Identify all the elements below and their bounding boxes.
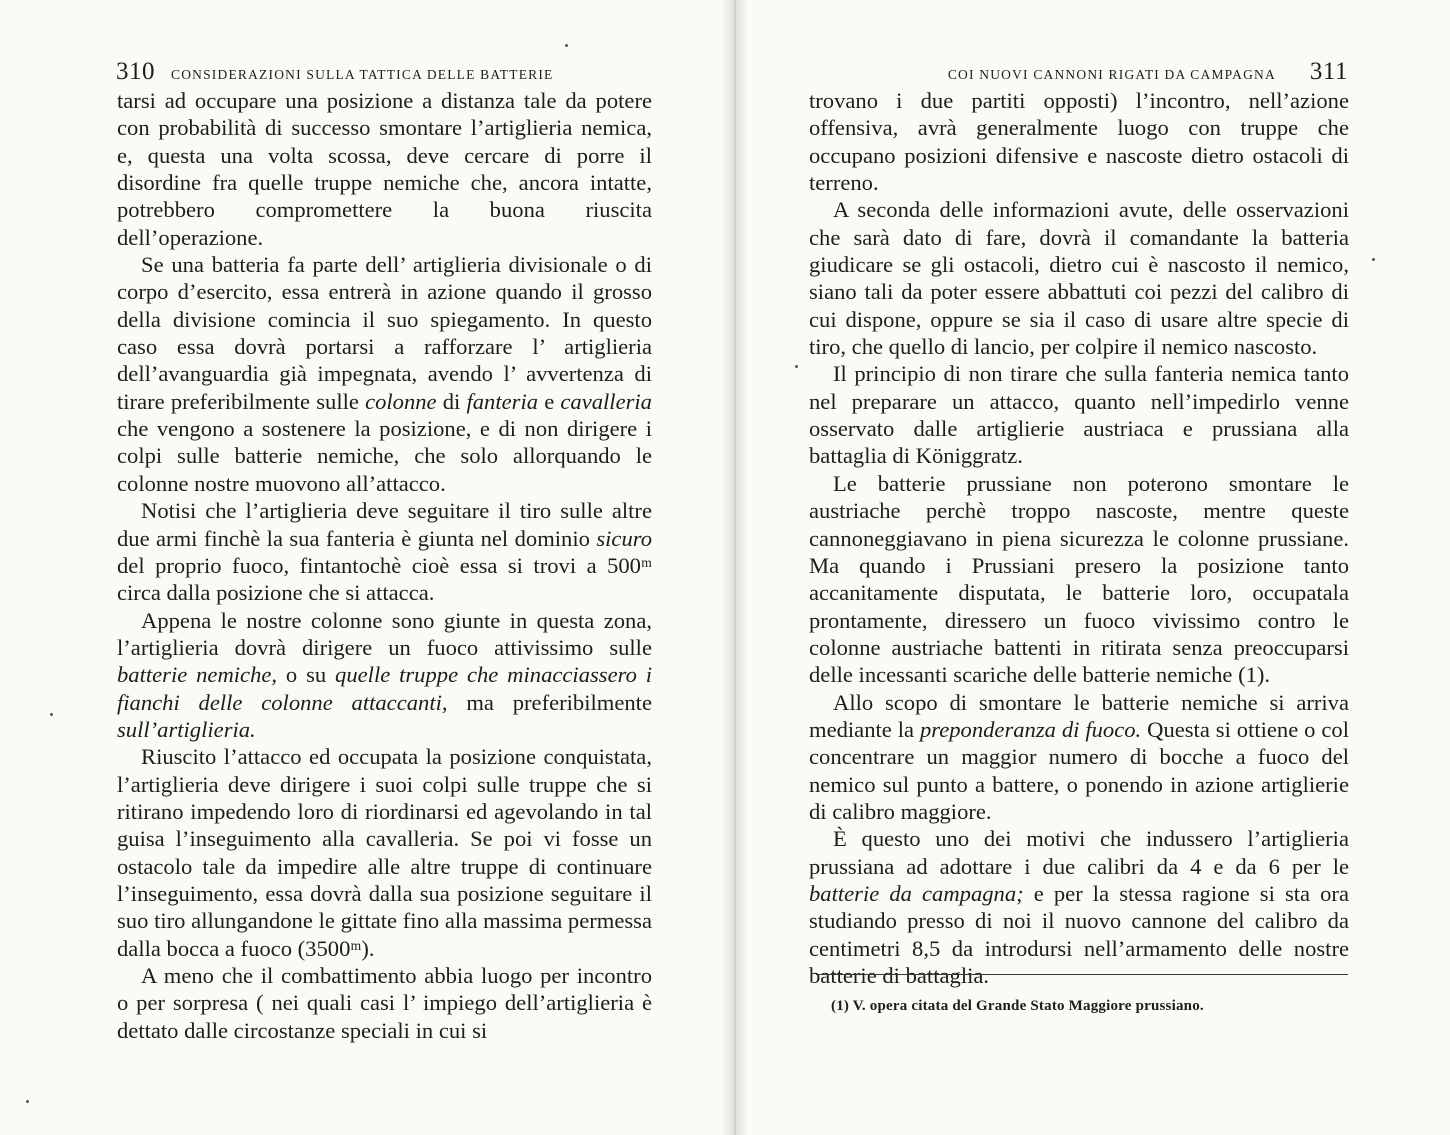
paragraph <box>809 87 1349 196</box>
text-run: Appena le nostre colonne sono giunte in questa zona, l’artiglieria dovrà dirigere un fuoco attivissimo sulle <box>117 607 652 660</box>
italic-text: sull’artiglieria. <box>117 716 256 742</box>
text-run: Le batterie prussiane non poterono smontare le austriache perchè troppo nascoste, mentre queste cannoneggiavano in piena sicurezza le colonne prussiane. Ma quando i Prussiani presero la posizione tanto accanitamente disputata, le batterie loro, occupatala prontamente, diressero un fuoco vivissimo contro le colonne austriache battenti in ritirata senza preoccuparsi delle incessanti scariche delle batterie nemiche (1). <box>809 470 1349 688</box>
left-page-number: 310 <box>116 58 155 85</box>
text-run: Se una batteria fa parte dell’ artiglieria divisionale o di corpo d’esercito, essa entrerà in azione quando il grosso della divisione comincia il suo spiegamento. In questo caso essa dovrà portarsi a rafforzare l’ artiglieria dell’avanguardia già impegnata, avendo l’ avvertenza di tirare preferibilmente sulle <box>117 252 652 414</box>
text-run: Riuscito l’attacco ed occupata la posizione conquistata, l’artiglieria deve dirigere i suoi colpi sulle truppe che si ritirano impedendo loro di riordinarsi ed agevolando in tal guisa l’inseguimento alla cavalleria. Se poi vi fosse un ostacolo tale da impedire alle altre truppe di continuare l’inseguimento, essa dovrà dalla sua posizione seguitare il suo tiro allungandone le gittate fino alla massima permessa dalla bocca a fuoco (3500ᵐ). <box>117 744 652 961</box>
text-run: Questa si ottiene o col concentrare un maggior numero di bocche a fuoco del nemico sul punto a battere, o ponendo in azione artiglierie di calibro maggiore. <box>809 716 1349 824</box>
text-run: Notisi che l’artiglieria deve seguitare il tiro sulle altre due armi finchè la sua fanteria è giunta nel dominio <box>117 498 652 551</box>
italic-text: quelle truppe che minacciassero i fianchi delle colonne attaccanti, <box>117 662 652 715</box>
text-run: A meno che il combattimento abbia luogo per incontro o per sorpresa ( nei quali casi l’ impiego dell’artiglieria è dettato dalle circostanze speciali in cui si <box>117 963 652 1043</box>
text-run: e per la stessa ragione si sta ora studiando presso di noi il nuovo cannone del calibro da centimetri 8,5 da introdursi nell’armamento delle nostre batterie di battaglia. <box>809 880 1349 988</box>
text-run: e <box>538 388 561 414</box>
paragraph <box>809 196 1349 360</box>
paragraph <box>117 497 652 606</box>
paragraph <box>117 251 652 497</box>
italic-text: batterie nemiche, <box>117 662 278 688</box>
paragraph <box>117 87 652 251</box>
paragraph <box>809 825 1349 989</box>
page-speck <box>1372 258 1375 261</box>
footnote: (1) V. opera citata del Grande Stato Maggiore prussiano. <box>831 998 1204 1014</box>
text-run: È questo uno dei motivi che indussero l’artiglieria prussiana ad adottare i due calibri da 4 e da 6 per le <box>809 826 1349 879</box>
paragraph <box>117 962 652 1044</box>
right-page-number: 311 <box>1309 58 1348 85</box>
text-run: che vengono a sostenere la posizione, e di non dirigere i colpi sulle batterie nemiche, che solo allorquando le colonne nostre muovono all’attacco. <box>117 416 652 496</box>
text-run: tarsi ad occupare una posizione a distanza tale da potere con probabilità di successo smontare l’artiglieria nemica, e, questa una volta scossa, deve cercare di porre il disordine fra quelle truppe nemiche che, ancora intatte, potrebbero compromettere la buona riuscita dell’operazione. <box>117 88 652 250</box>
text-run: trovano i due partiti opposti) l’incontro, nell’azione offensiva, avrà generalmente luogo con truppe che occupano posizioni difensive e nascoste dietro ostacoli di terreno. <box>809 88 1349 196</box>
italic-text: preponderanza di fuoco. <box>919 716 1142 742</box>
paragraph <box>809 689 1349 826</box>
italic-text: cavalleria <box>560 388 652 414</box>
paragraph <box>117 743 652 962</box>
text-run: del proprio fuoco, fintantochè cioè essa si trovi a 500ᵐ circa dalla posizione che si attacca. <box>117 552 652 606</box>
left-page-body <box>117 87 652 1044</box>
text-run: A seconda delle informazioni avute, delle osservazioni che sarà dato di fare, dovrà il comandante la batteria giudicare se gli ostacoli, dietro cui è nascosto il nemico, siano tali da poter essere abbattuti coi pezzi del calibro di cui dispone, oppure se sia il caso di usare altre specie di tiro, che quello di lancio, per colpire il nemico nascosto. <box>809 197 1349 360</box>
italic-text: sicuro <box>596 525 652 551</box>
right-page-body <box>809 87 1349 989</box>
paragraph <box>809 360 1349 469</box>
footnote-rule <box>816 974 1348 975</box>
page-speck <box>26 1100 29 1103</box>
page-speck <box>50 713 53 716</box>
paragraph <box>809 470 1349 689</box>
text-run: di <box>436 388 467 414</box>
right-page-header <box>895 58 1348 88</box>
text-run: ma preferibilmente <box>447 689 652 715</box>
right-running-head: COI NUOVI CANNONI RIGATI DA CAMPAGNA <box>947 67 1276 82</box>
right-page <box>735 0 1450 1135</box>
italic-text: fanteria <box>466 388 539 414</box>
book-gutter <box>722 0 748 1135</box>
italic-text: colonne <box>365 388 437 414</box>
text-run: Allo scopo di smontare le batterie nemiche si arriva mediante la <box>809 689 1349 742</box>
text-run: Il principio di non tirare che sulla fanteria nemica tanto nel preparare un attacco, quanto nell’impedirlo venne osservato dalle artiglierie austriaca e prussiana alla battaglia di Königgratz. <box>809 361 1349 469</box>
page-speck <box>565 44 568 47</box>
text-run: o su <box>277 662 336 688</box>
left-page-header <box>116 58 636 88</box>
left-running-head: CONSIDERAZIONI SULLA TATTICA DELLE BATTERIE <box>171 67 554 82</box>
italic-text: batterie da campagna; <box>809 880 1024 906</box>
paragraph <box>117 607 652 744</box>
page-speck <box>795 365 798 368</box>
